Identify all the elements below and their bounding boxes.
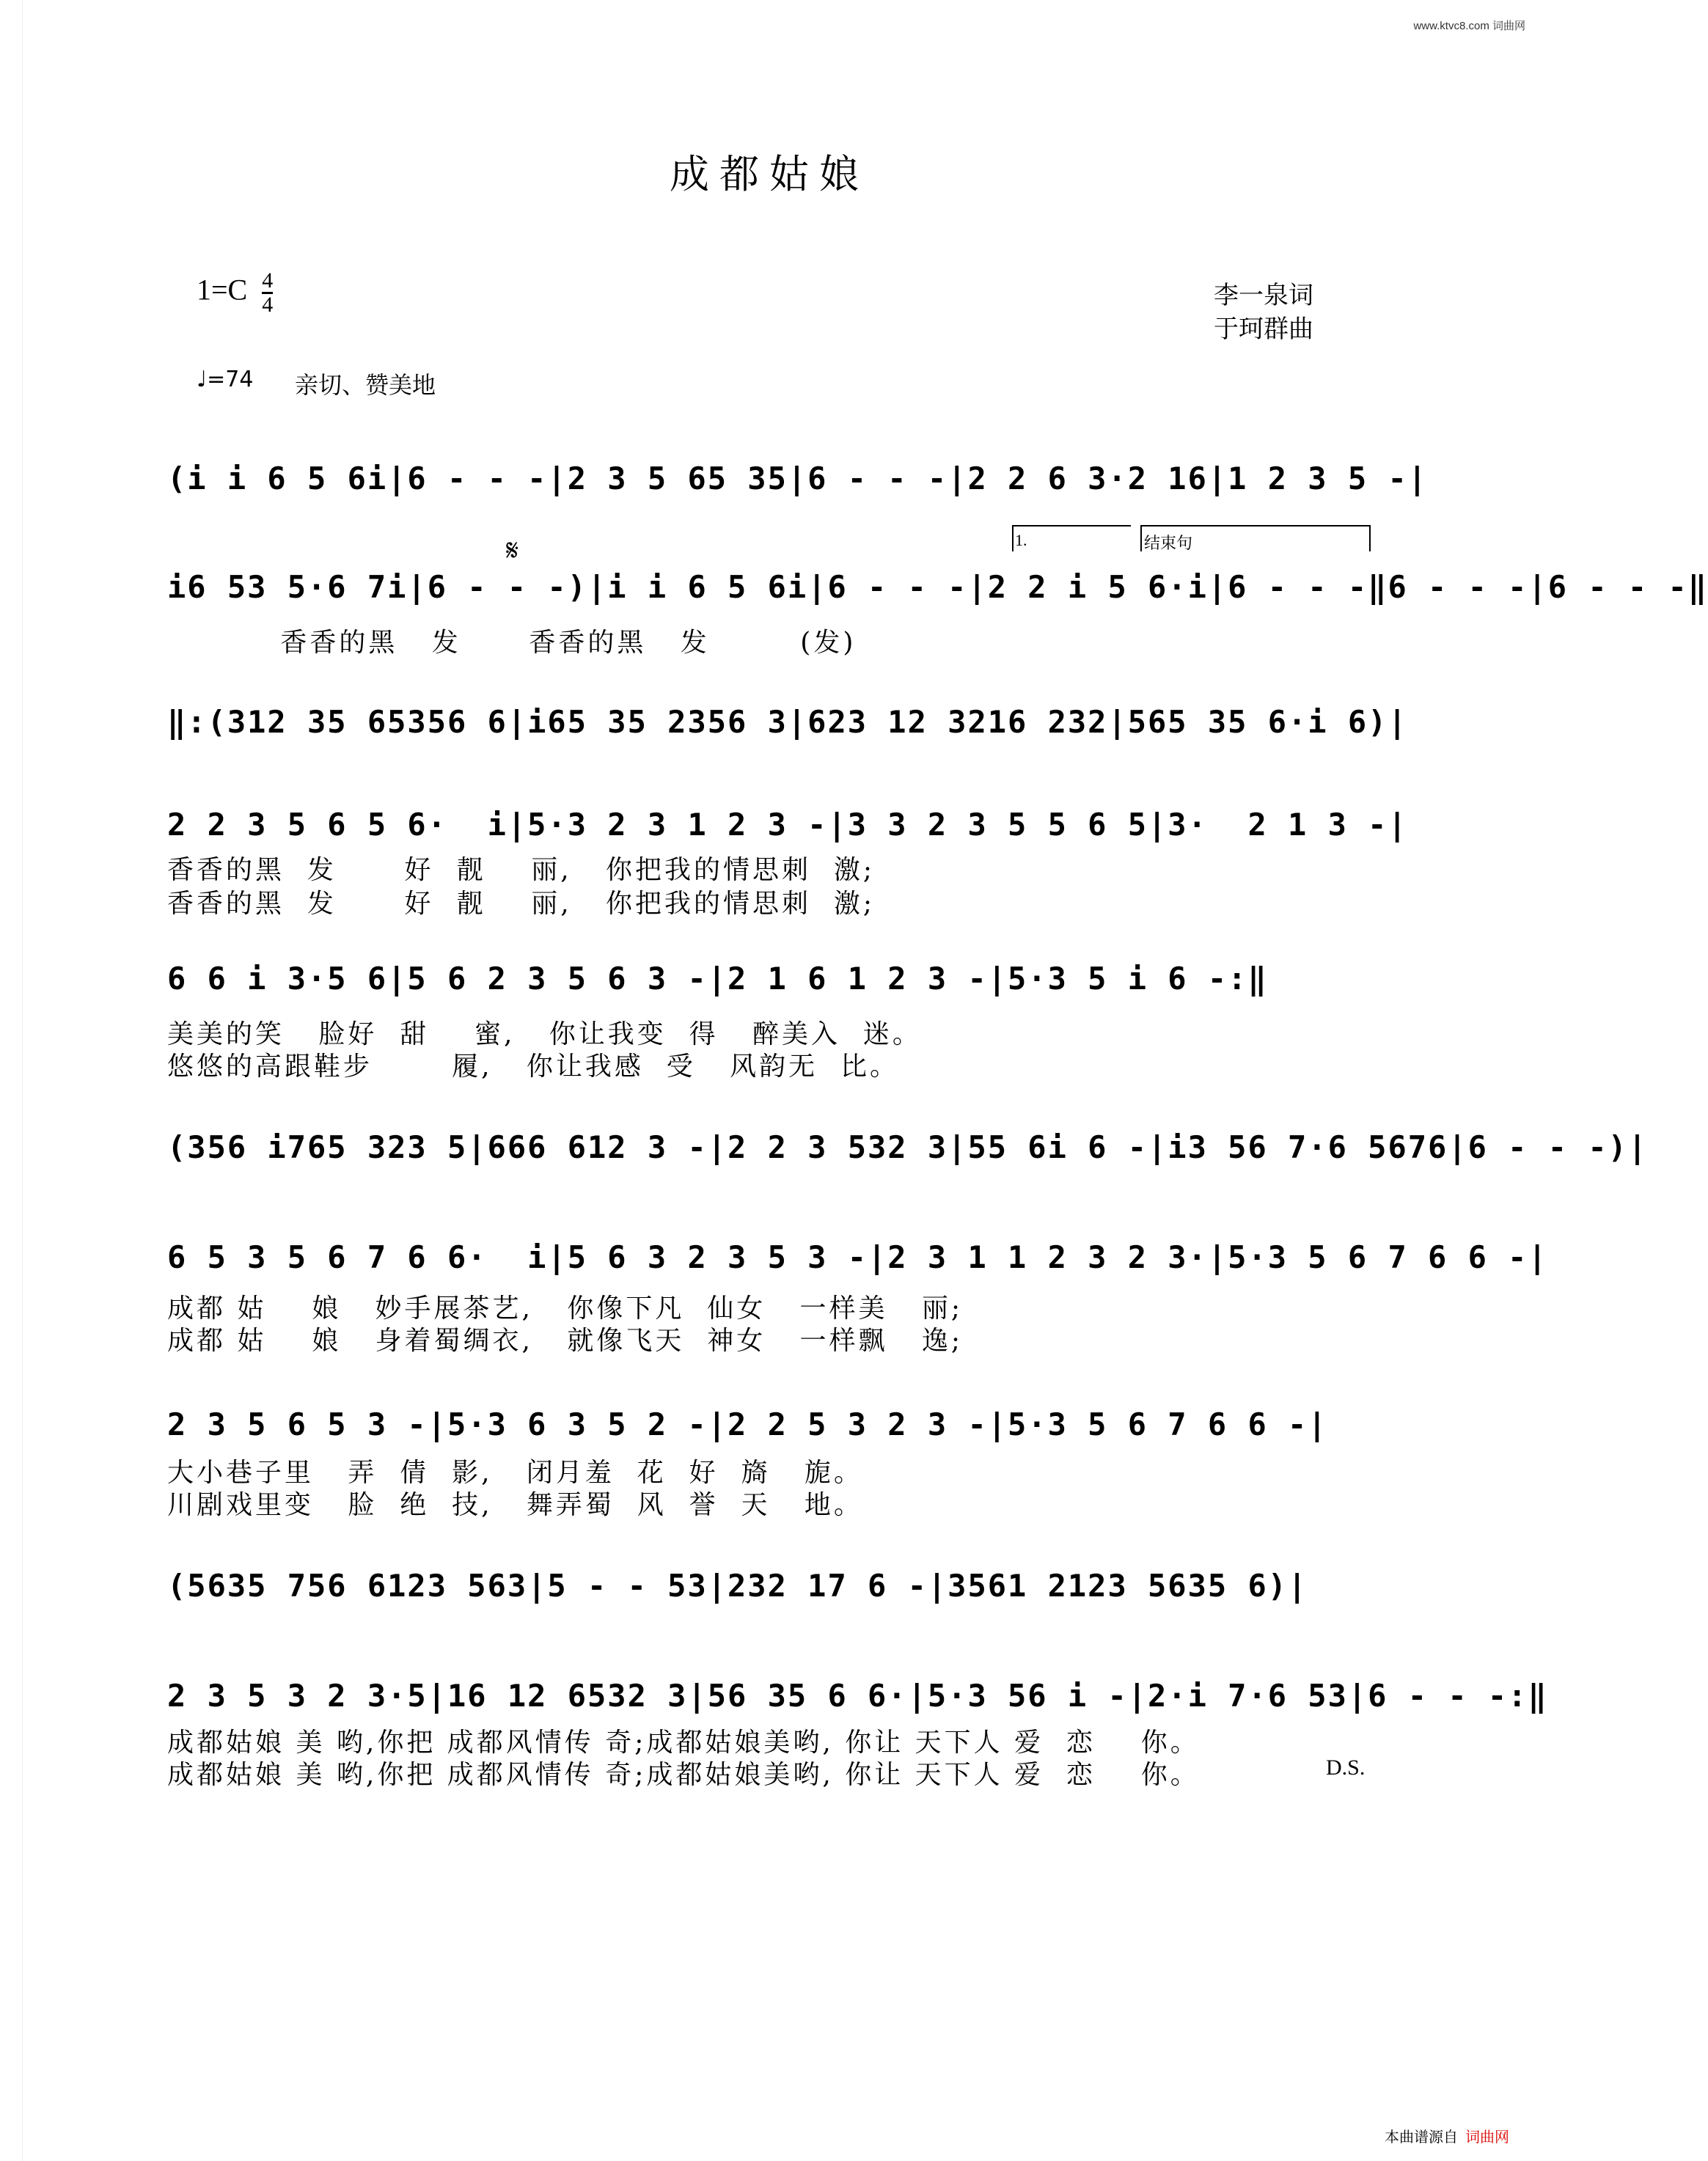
composer: 于珂群曲 [1214,315,1313,344]
lyricist: 李一泉词 [1214,281,1313,310]
stave-2: i6 53 5·6 7i|6 - - -)|i i 6 5 6i|6 - - -|2 2 i 5 6·i|6 - - -‖6 - - -|6 - - -‖ [167,569,1708,605]
stave-6: (356 i765 323 5|666 612 3 -|2 2 3 532 3|55 6i 6 -|i3 56 7·6 5676|6 - - -)| [167,1129,1649,1165]
lyric-10-2: 成都姑娘 美 哟,你把 成都风情传 奇;成都姑娘美哟, 你让 天下人 爱 恋 你。 [167,1760,1200,1790]
lyric-7-2: 成都 姑 娘 身着蜀绸衣, 就像飞天 神女 一样飘 逸; [167,1326,963,1356]
lyric-8-1: 大小巷子里 弄 倩 影, 闭月羞 花 好 旖 旎。 [167,1458,863,1488]
key-signature [197,270,273,316]
lyric-5-2: 悠悠的高跟鞋步 履, 你让我感 受 风韵无 比。 [167,1052,899,1082]
lyric-10-1: 成都姑娘 美 哟,你把 成都风情传 奇;成都姑娘美哟, 你让 天下人 爱 恋 你。 [167,1728,1200,1758]
ds-marking: D.S. [1326,1755,1366,1780]
segno-sign: 𝄋 [506,534,519,568]
site-watermark-top: www.ktvc8.com 词曲网 [1413,20,1525,32]
stave-4: 2 2 3 5 6 5 6· i|5·3 2 3 1 2 3 -|3 3 2 3 5 5 6 5|3· 2 1 3 -| [167,807,1408,843]
lyric-4-1: 香香的黑 发 好 靓 丽, 你把我的情思刺 激; [167,855,875,885]
lyric-4-2: 香香的黑 发 好 靓 丽, 你把我的情思刺 激; [167,889,875,919]
song-title: 成都姑娘 [670,151,869,197]
stave-9: (5635 756 6123 563|5 - - 53|232 17 6 -|3561 2123 5635 6)| [167,1568,1308,1604]
volta-1: 1. [1015,531,1027,549]
lyric-2-1: 香香的黑 发 香香的黑 发 (发) [167,628,857,658]
tempo-marking: ♩=74 [197,367,254,392]
stave-5: 6 6 i 3·5 6|5 6 2 3 5 6 3 -|2 1 6 1 2 3 -|5·3 5 i 6 -:‖ [167,961,1268,997]
time-den: 4 [262,293,274,317]
ending-label: 结束句 [1144,534,1193,552]
stave-7: 6 5 3 5 6 7 6 6· i|5 6 3 2 3 5 3 -|2 3 1 1 2 3 2 3·|5·3 5 6 7 6 6 -| [167,1239,1548,1275]
lyric-8-2: 川剧戏里变 脸 绝 技, 舞弄蜀 风 誉 天 地。 [167,1490,863,1520]
time-signature [262,270,273,316]
volta-bracket-1 [1012,525,1131,551]
stave-8: 2 3 5 6 5 3 -|5·3 6 3 5 2 -|2 2 5 3 2 3 -|5·3 5 6 7 6 6 -| [167,1406,1328,1442]
lyric-7-1: 成都 姑 娘 妙手展茶艺, 你像下凡 仙女 一样美 丽; [167,1294,963,1324]
expression-marking: 亲切、赞美地 [295,371,436,399]
time-num: 4 [262,268,274,293]
stave-3: ‖:(312 35 65356 6|i65 35 2356 3|623 12 3216 232|565 35 6·i 6)| [167,704,1408,740]
left-margin-strip [0,0,23,2161]
key-label: 1=C [197,273,248,307]
volta-bracket-ending [1140,525,1371,551]
stave-10: 2 3 5 3 2 3·5|16 12 6532 3|56 35 6 6·|5·3 56 i -|2·i 7·6 53|6 - - -:‖ [167,1678,1548,1714]
credits [1214,279,1313,346]
stave-1: (i i 6 5 6i|6 - - -|2 3 5 65 35|6 - - -|2 2 6 3·2 16|1 2 3 5 -| [167,461,1429,496]
source-site: 词曲网 [1465,2128,1509,2146]
source-label: 本曲谱源自 [1385,2128,1458,2146]
lyric-5-1: 美美的笑 脸好 甜 蜜, 你让我变 得 醉美入 迷。 [167,1019,922,1049]
site-watermark-bottom [1385,2125,1509,2146]
